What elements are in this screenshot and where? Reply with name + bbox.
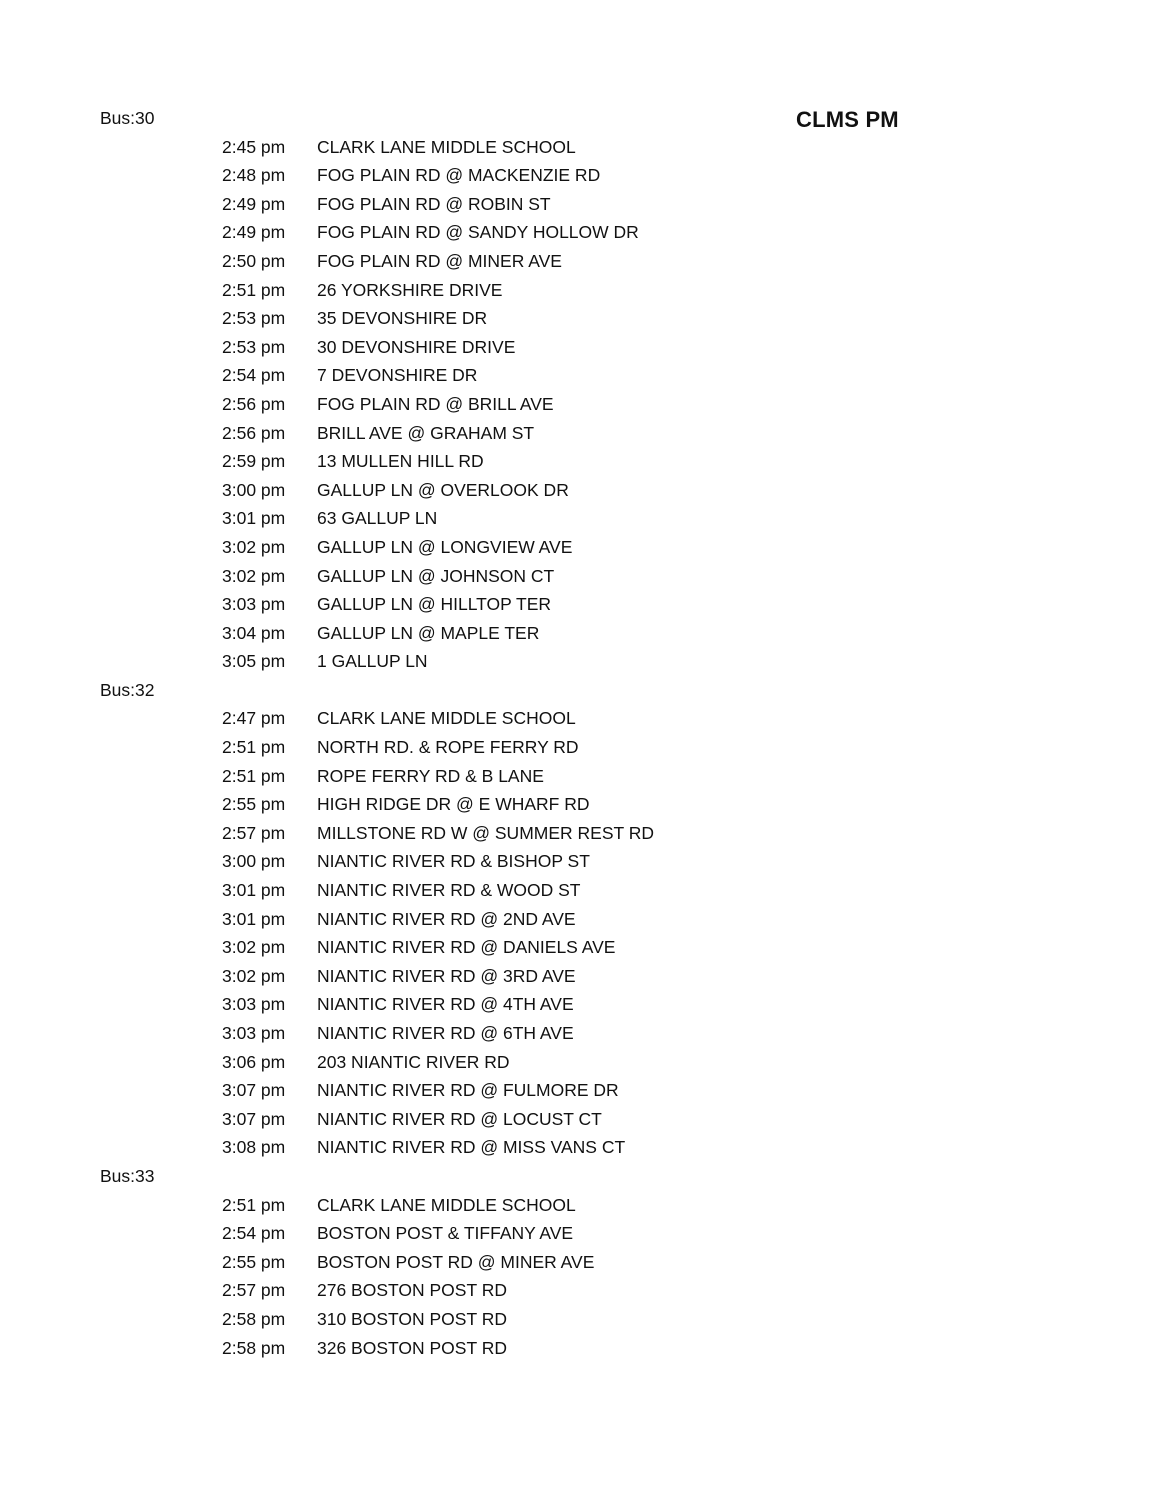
stop-time: 3:02 pm: [222, 565, 286, 586]
stop-row: [0, 1076, 1156, 1105]
stop-time: 2:56 pm: [222, 422, 286, 443]
stop-row: [0, 533, 1156, 562]
stop-time: 2:55 pm: [222, 1251, 286, 1272]
stop-location: BOSTON POST RD @ MINER AVE: [317, 1251, 595, 1272]
stop-time: 2:50 pm: [222, 250, 286, 271]
stop-time: 3:02 pm: [222, 937, 286, 958]
stop-location: GALLUP LN @ JOHNSON CT: [317, 565, 555, 586]
stop-location: 203 NIANTIC RIVER RD: [317, 1051, 510, 1072]
stop-location: NIANTIC RIVER RD @ LOCUST CT: [317, 1108, 602, 1129]
stop-time: 2:49 pm: [222, 222, 286, 243]
stop-location: 7 DEVONSHIRE DR: [317, 365, 478, 386]
stop-row: [0, 361, 1156, 390]
stop-time: 3:08 pm: [222, 1137, 286, 1158]
stop-row: [0, 504, 1156, 533]
stop-location: GALLUP LN @ HILLTOP TER: [317, 594, 552, 615]
stop-location: NIANTIC RIVER RD & WOOD ST: [317, 880, 581, 901]
stop-row: [0, 847, 1156, 876]
stop-row: [0, 990, 1156, 1019]
stop-time: 3:02 pm: [222, 965, 286, 986]
stop-location: NIANTIC RIVER RD @ FULMORE DR: [317, 1080, 619, 1101]
stop-row: [0, 1219, 1156, 1248]
stop-location: MILLSTONE RD W @ SUMMER REST RD: [317, 822, 655, 843]
stop-time: 3:07 pm: [222, 1108, 286, 1129]
stop-location: 1 GALLUP LN: [317, 651, 428, 672]
stop-time: 2:54 pm: [222, 365, 286, 386]
stop-row: [0, 1305, 1156, 1334]
stop-time: 3:01 pm: [222, 508, 286, 529]
stop-time: 2:54 pm: [222, 1223, 286, 1244]
stop-row: [0, 333, 1156, 362]
stop-time: 3:07 pm: [222, 1080, 286, 1101]
stop-row: [0, 876, 1156, 905]
stop-location: NIANTIC RIVER RD @ 6TH AVE: [317, 1023, 574, 1043]
stop-location: 326 BOSTON POST RD: [317, 1337, 507, 1358]
stop-time: 2:55 pm: [222, 794, 286, 815]
bus-header-row: [0, 1162, 1156, 1191]
stop-location: FOG PLAIN RD @ MINER AVE: [317, 250, 562, 271]
stop-location: HIGH RIDGE DR @ E WHARF RD: [317, 794, 590, 815]
stop-time: 2:57 pm: [222, 1280, 286, 1301]
stop-time: 2:49 pm: [222, 193, 286, 214]
stop-time: 2:48 pm: [222, 165, 286, 186]
stop-location: 30 DEVONSHIRE DRIVE: [317, 336, 516, 357]
stop-location: 35 DEVONSHIRE DR: [317, 308, 488, 329]
stop-time: 3:01 pm: [222, 880, 286, 901]
stop-row: [0, 590, 1156, 619]
stop-row: [0, 247, 1156, 276]
stop-time: 3:02 pm: [222, 536, 286, 557]
stop-row: [0, 1019, 1156, 1048]
stop-location: NIANTIC RIVER RD @ 2ND AVE: [317, 908, 576, 929]
stop-row: [0, 704, 1156, 733]
stop-time: 2:51 pm: [222, 765, 286, 786]
stop-row: [0, 161, 1156, 190]
bus-label: Bus:30: [100, 108, 155, 128]
stop-time: 3:01 pm: [222, 908, 286, 929]
stop-row: [0, 1133, 1156, 1162]
stop-time: 2:56 pm: [222, 393, 286, 414]
bus-header-row: [0, 676, 1156, 705]
stop-location: GALLUP LN @ LONGVIEW AVE: [317, 536, 573, 557]
stop-row: [0, 562, 1156, 591]
stop-location: FOG PLAIN RD @ ROBIN ST: [317, 193, 551, 214]
stop-time: 3:00 pm: [222, 479, 286, 500]
stop-location: BRILL AVE @ GRAHAM ST: [317, 422, 535, 443]
stop-time: 3:05 pm: [222, 651, 286, 672]
stop-row: [0, 1105, 1156, 1134]
stop-row: [0, 419, 1156, 448]
stop-location: FOG PLAIN RD @ MACKENZIE RD: [317, 165, 601, 186]
stop-location: NIANTIC RIVER RD @ MISS VANS CT: [317, 1137, 626, 1158]
stop-location: ROPE FERRY RD & B LANE: [317, 765, 544, 786]
stop-row: [0, 1334, 1156, 1363]
stop-row: [0, 1276, 1156, 1305]
stop-location: GALLUP LN @ MAPLE TER: [317, 622, 540, 643]
bus-label: Bus:33: [100, 1165, 155, 1186]
stop-row: [0, 762, 1156, 791]
report-title: CLMS PM: [796, 107, 899, 132]
stop-location: 276 BOSTON POST RD: [317, 1280, 507, 1301]
stop-time: 2:51 pm: [222, 1194, 286, 1215]
stop-row: [0, 905, 1156, 934]
stop-time: 3:06 pm: [222, 1051, 286, 1072]
stop-row: [0, 819, 1156, 848]
stop-row: [0, 933, 1156, 962]
stop-row: [0, 190, 1156, 219]
stop-time: 2:59 pm: [222, 451, 286, 472]
stop-row: [0, 619, 1156, 648]
stop-time: 3:04 pm: [222, 622, 286, 643]
stop-location: GALLUP LN @ OVERLOOK DR: [317, 479, 569, 500]
stop-location: CLARK LANE MIDDLE SCHOOL: [317, 136, 576, 157]
stop-location: NORTH RD. & ROPE FERRY RD: [317, 737, 579, 758]
stop-row: [0, 304, 1156, 333]
stop-time: 2:47 pm: [222, 708, 286, 729]
stop-location: NIANTIC RIVER RD @ DANIELS AVE: [317, 937, 616, 958]
stop-location: NIANTIC RIVER RD @ 4TH AVE: [317, 994, 574, 1015]
stop-row: [0, 1048, 1156, 1077]
stop-location: CLARK LANE MIDDLE SCHOOL: [317, 708, 576, 729]
stop-location: NIANTIC RIVER RD & BISHOP ST: [317, 851, 590, 872]
stop-row: [0, 133, 1156, 162]
stop-location: CLARK LANE MIDDLE SCHOOL: [317, 1194, 576, 1215]
stop-time: 2:58 pm: [222, 1337, 286, 1358]
stop-row: [0, 476, 1156, 505]
stop-row: [0, 390, 1156, 419]
stop-time: 2:45 pm: [222, 136, 286, 157]
stop-row: [0, 790, 1156, 819]
stop-time: 3:03 pm: [222, 1023, 286, 1043]
stop-time: 3:03 pm: [222, 994, 286, 1015]
stop-location: NIANTIC RIVER RD @ 3RD AVE: [317, 965, 576, 986]
stop-row: [0, 733, 1156, 762]
stop-location: 310 BOSTON POST RD: [317, 1308, 507, 1329]
stop-row: [0, 1248, 1156, 1277]
stop-row: [0, 276, 1156, 305]
stop-time: 3:03 pm: [222, 594, 286, 615]
stop-time: 3:00 pm: [222, 851, 286, 872]
stop-row: [0, 647, 1156, 676]
bus-label: Bus:32: [100, 679, 155, 700]
stop-time: 2:57 pm: [222, 822, 286, 843]
stop-row: [0, 1191, 1156, 1220]
stop-row: [0, 218, 1156, 247]
stop-location: FOG PLAIN RD @ BRILL AVE: [317, 393, 554, 414]
stop-location: BOSTON POST & TIFFANY AVE: [317, 1223, 574, 1244]
stop-time: 2:58 pm: [222, 1308, 286, 1329]
stop-time: 2:53 pm: [222, 336, 286, 357]
stop-location: 13 MULLEN HILL RD: [317, 451, 484, 472]
stop-time: 2:51 pm: [222, 279, 286, 300]
stop-location: FOG PLAIN RD @ SANDY HOLLOW DR: [317, 222, 639, 243]
stop-time: 2:53 pm: [222, 308, 286, 329]
bus-header-row: [0, 104, 1156, 133]
stop-location: 63 GALLUP LN: [317, 508, 438, 529]
stop-row: [0, 962, 1156, 991]
stop-time: 2:51 pm: [222, 737, 286, 758]
stop-location: 26 YORKSHIRE DRIVE: [317, 279, 503, 300]
stop-row: [0, 447, 1156, 476]
bus-schedule: [0, 104, 1156, 1362]
